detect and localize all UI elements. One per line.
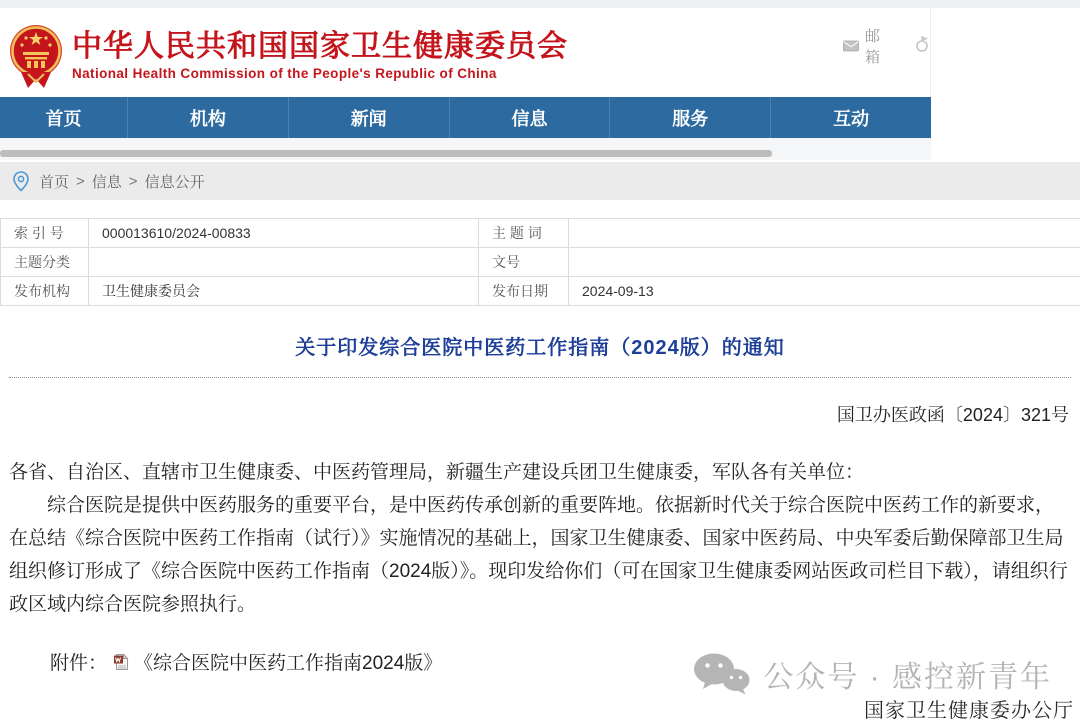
share-icon[interactable] [914, 36, 930, 56]
site-logo-link[interactable] [8, 20, 568, 92]
watermark-text: 公众号 · 感控新青年 [763, 652, 1052, 696]
article [0, 331, 1080, 675]
mailbox-label: 邮箱 [865, 25, 888, 67]
mailbox-link[interactable] [843, 25, 888, 67]
nav-item-home[interactable]: 首页 [0, 97, 128, 138]
meta-label-publish-date: 发布日期 [479, 277, 569, 306]
main-nav [0, 97, 931, 138]
meta-value-index-number: 000013610/2024-00833 [89, 219, 479, 248]
nav-item-info[interactable]: 信息 [450, 97, 611, 138]
doc-file-icon [113, 653, 129, 671]
table-row [1, 248, 1080, 277]
breadcrumb [0, 162, 1080, 200]
table-row [1, 277, 1080, 306]
breadcrumb-info-disclosure[interactable]: 信息公开 [145, 171, 205, 192]
envelope-icon [843, 39, 859, 53]
body-paragraph: 综合医院是提供中医药服务的重要平台，是中医药传承创新的重要阵地。依据新时代关于综合医院中医药工作的新要求，在总结《综合医院中医药工作指南（试行）》实施情况的基础上，国家卫生健康委、国家中医药局、中央军委后勤保障部卫生局组织修订形成了《综合医院中医药工作指南（2024版）》。现印发给你们（可在国家卫生健康委网站医政司栏目下载），请组织行政区域内综合医院参照执行。 [9, 489, 1071, 621]
page-title: 关于印发综合医院中医药工作指南（2024版）的通知 [9, 331, 1071, 360]
document-meta-table [0, 218, 1080, 306]
document-number: 国卫办医政函〔2024〕321号 [9, 401, 1071, 427]
dotted-divider [9, 377, 1071, 378]
breadcrumb-info[interactable]: 信息 [92, 171, 122, 192]
nav-item-news[interactable]: 新闻 [289, 97, 450, 138]
sub-nav-strip [0, 138, 931, 160]
table-row [1, 219, 1080, 248]
watermark [693, 652, 1052, 696]
meta-value-publish-date: 2024-09-13 [569, 277, 1080, 306]
meta-label-subject-word: 主 题 词 [479, 219, 569, 248]
site-header [0, 8, 930, 97]
national-emblem-icon [8, 20, 64, 92]
top-strip [0, 0, 1080, 8]
site-titles [72, 20, 568, 81]
meta-value-doc-symbol [569, 248, 1080, 277]
salutation: 各省、自治区、直辖市卫生健康委、中医药管理局，新疆生产建设兵团卫生健康委，军队各有关单位： [9, 456, 1071, 489]
site-title: 中华人民共和国国家卫生健康委员会 [72, 30, 568, 64]
wechat-icon [693, 653, 751, 695]
location-pin-icon [13, 171, 29, 192]
nav-item-agency[interactable]: 机构 [128, 97, 289, 138]
breadcrumb-home[interactable]: 首页 [39, 171, 69, 192]
nav-item-interact[interactable]: 互动 [771, 97, 931, 138]
attachment-label: 附件： [50, 648, 107, 675]
nav-item-service[interactable]: 服务 [610, 97, 771, 138]
header-utilities [843, 25, 930, 67]
breadcrumb-separator: > [76, 173, 85, 190]
site-header-column [0, 8, 931, 160]
issuer-signature: 国家卫生健康委办公厅 [864, 694, 1074, 723]
meta-value-subject-word [569, 219, 1080, 248]
attachment-link[interactable]: 《综合医院中医药工作指南2024版》 [134, 648, 442, 675]
meta-label-topic-category: 主题分类 [1, 248, 89, 277]
article-body [9, 456, 1071, 621]
meta-label-doc-symbol: 文号 [479, 248, 569, 277]
meta-value-topic-category [89, 248, 479, 277]
site-subtitle: National Health Commission of the People's Republic of China [72, 66, 568, 81]
meta-label-issuing-agency: 发布机构 [1, 277, 89, 306]
meta-label-index-number: 索 引 号 [1, 219, 89, 248]
meta-value-issuing-agency: 卫生健康委员会 [89, 277, 479, 306]
horizontal-scrollbar[interactable] [0, 150, 772, 157]
breadcrumb-separator: > [129, 173, 138, 190]
